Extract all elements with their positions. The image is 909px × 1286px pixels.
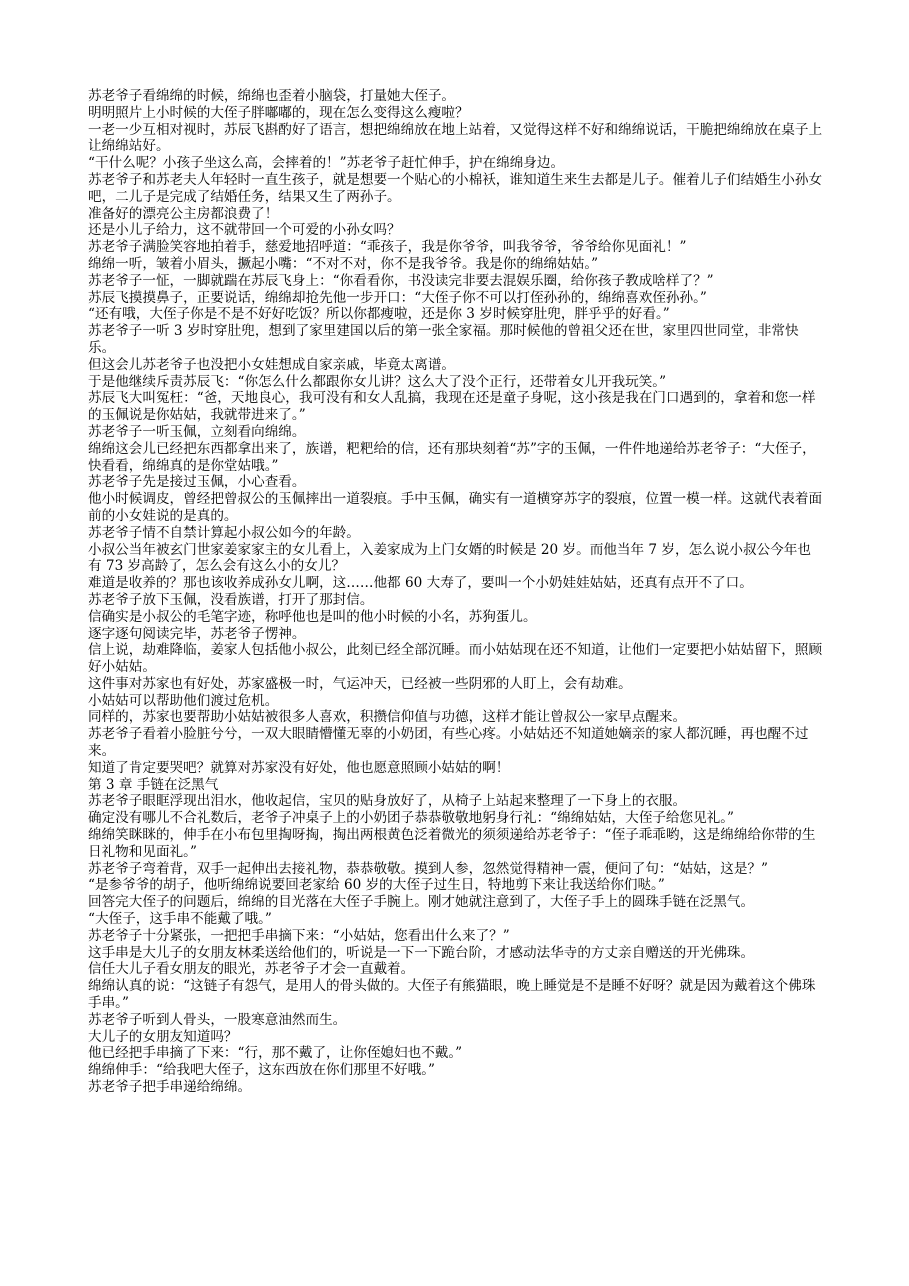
paragraph: 信上说，劫难降临，姜家人包括他小叔公，此刻已经全部沉睡。而小姑姑现在还不知道，让他们一定要把小姑姑留下，照顾好小姑姑。 [88,642,823,676]
paragraph: 信任大儿子看女朋友的眼光，苏老爷子才会一直戴着。 [88,961,415,978]
paragraph: 苏老爷子听到人骨头，一股寒意油然而生。 [88,1011,347,1028]
paragraph: 难道是收养的？那也该收养成孙女儿啊，这……他都 60 大寿了，要叫一个小奶娃娃姑姑，还真有点开不了口。 [88,575,753,592]
paragraph: 他小时候调皮，曾经把曾叔公的玉佩摔出一道裂痕。手中玉佩，确实有一道横穿苏字的裂痕，位置一模一样。这就代表着面前的小女娃说的是真的。 [88,491,823,524]
paragraph: 绵绵伸手：“给我吧大侄子，这东西放在你们那里不好哦。” [88,1062,435,1079]
paragraph: 苏老爷子一听玉佩，立刻看向绵绵。 [88,423,306,440]
paragraph: 这手串是大儿子的女朋友林柔送给他们的，听说是一下一下跪台阶，才感动法华寺的方丈亲自赠送的开光佛珠。 [88,944,755,961]
paragraph: 一老一少互相对视时，苏辰飞斟酌好了语言，想把绵绵放在地上站着，又觉得这样不好和绵绵说话，干脆把绵绵放在桌子上让绵绵站好。 [88,121,823,155]
paragraph: 苏辰飞大叫冤枉：“爸，天地良心，我可没有和女人乱搞，我现在还是童子身呢，这小孩是我在门口遇到的，拿着和您一样的玉佩说是你姑姑，我就带进来了。” [88,390,816,424]
paragraph: 小姑姑可以帮助他们渡过危机。 [88,692,279,709]
paragraph: 还是小儿子给力，这不就带回一个可爱的小孙女吗？ [88,222,401,239]
paragraph: 苏老爷子放下玉佩，没看族谱，打开了那封信。 [88,591,374,608]
paragraph: 苏老爷子一听 3 岁时穿肚兜，想到了家里建国以后的第一张全家福。那时候他的曾祖父还在世，家里四世同堂，非常快乐。 [88,323,799,356]
paragraph: 他已经把手串摘了下来：“行，那不戴了，让你侄媳妇也不戴。” [88,1045,463,1062]
paragraph: 绵绵认真的说：“这链子有怨气，是用人的骨头做的。大侄子有熊猫眼，晚上睡觉是不是睡不好呀？就是因为戴着这个佛珠手串。” [88,978,816,1012]
paragraph: 知道了肯定要哭吧？就算对苏家没有好处，他也愿意照顾小姑姑的啊！ [88,759,510,776]
paragraph: 苏老爷子眼眶浮现出泪水，他收起信，宝贝的贴身放好了，从椅子上站起来整理了一下身上的衣服。 [88,793,687,810]
paragraph: 苏老爷子看绵绵的时候，绵绵也歪着小脑袋，打量她大侄子。 [88,88,456,104]
paragraph: “干什么呢？小孩子坐这么高，会摔着的！”苏老爷子赶忙伸手，护在绵绵身边。 [88,155,565,172]
paragraph: 逐字逐句阅读完毕，苏老爷子愣神。 [88,625,306,642]
paragraph: 苏老爷子和苏老夫人年轻时一直生孩子，就是想要一个贴心的小棉袄，谁知道生来生去都是儿子。催着儿子们结婚生小孙女吧，二儿子是完成了结婚任务，结果又生了两孙子。 [88,171,823,205]
paragraph: 大儿子的女朋友知道吗？ [88,1028,238,1045]
paragraph: 小叔公当年被玄门世家姜家家主的女儿看上，入姜家成为上门女婿的时候是 20 岁。而他当年 7 岁，怎么说小叔公今年也有 73 岁高龄了，怎么会有这么小的女儿？ [88,541,811,575]
paragraph: 同样的，苏家也要帮助小姑姑被很多人喜欢，积攒信仰值与功德，这样才能让曾叔公一家早点醒来。 [88,709,687,726]
paragraph: 绵绵一听，皱着小眉头，撅起小嘴：“不对不对，你不是我爷爷。我是你的绵绵姑姑。” [88,255,599,272]
paragraph: 苏老爷子看着小脸脏兮兮，一双大眼睛懵懂无辜的小奶团，有些心疼。小姑姑还不知道她嫡亲的家人都沉睡，再也醒不过来。 [88,726,809,760]
paragraph: 绵绵笑眯眯的，伸手在小布包里掏呀掏，掏出两根黄色泛着微光的须须递给苏老爷子：“侄子乖乖哟，这是绵绵给你带的生日礼物和见面礼。” [88,827,816,860]
paragraph: 苏老爷子弯着背，双手一起伸出去接礼物，恭恭敬敬。摸到人参，忽然觉得精神一震，便问了句：“姑姑，这是？” [88,860,768,877]
document-page [88,88,824,1096]
paragraph: 苏老爷子十分紧张，一把把手串摘下来：“小姑姑，您看出什么来了？” [88,927,510,944]
paragraph: 苏老爷子先是接过玉佩，小心查看。 [88,474,306,491]
paragraph: 苏老爷子把手串递给绵绵。 [88,1079,252,1096]
paragraph: 苏老爷子情不自禁计算起小叔公如今的年龄。 [88,524,360,541]
paragraph: 第 3 章 手链在泛黑气 [88,776,219,793]
paragraph: 回答完大侄子的问题后，绵绵的目光落在大侄子手腕上。刚才她就注意到了，大侄子手上的圆珠手链在泛黑气。 [88,894,755,911]
paragraph: 确定没有哪儿不合礼数后，老爷子冲桌子上的小奶团子恭恭敬敬地躬身行礼：“绵绵姑姑，大侄子给您见礼。” [88,810,735,827]
paragraph: 明明照片上小时候的大侄子胖嘟嘟的，现在怎么变得这么瘦啦？ [88,104,469,121]
paragraph: 苏老爷子一怔，一脚就踹在苏辰飞身上：“你看看你，书没读完非要去混娱乐圈，给你孩子教成啥样了？” [88,272,714,289]
paragraph: “还有哦，大侄子你是不是不好好吃饭？所以你都瘦啦，还是你 3 岁时候穿肚兜，胖乎乎的好看。” [88,306,670,323]
paragraph: “是参爷爷的胡子，他听绵绵说要回老家给 60 岁的大侄子过生日，特地剪下来让我送给你们哒。” [88,877,665,894]
paragraph: 但这会儿苏老爷子也没把小女娃想成自家亲戚，毕竟太离谱。 [88,356,456,373]
paragraph: 苏老爷子满脸笑容地拍着手，慈爱地招呼道：“乖孩子，我是你爷爷，叫我爷爷，爷爷给你见面礼！” [88,239,687,256]
paragraph: 苏辰飞摸摸鼻子，正要说话，绵绵却抢先他一步开口：“大侄子你不可以打侄孙孙的，绵绵喜欢侄孙孙。” [88,289,707,306]
paragraph: “大侄子，这手串不能戴了哦。” [88,911,272,928]
paragraph: 准备好的漂亮公主房都浪费了！ [88,205,279,222]
paragraph: 这件事对苏家也有好处，苏家盛极一时，气运冲天，已经被一些阴邪的人盯上，会有劫难。 [88,675,632,692]
paragraph: 信确实是小叔公的毛笔字迹，称呼他也是叫的他小时候的小名，苏狗蛋儿。 [88,608,537,625]
paragraph: 于是他继续斥责苏辰飞：“你怎么什么都跟你女儿讲？这么大了没个正行，还带着女儿开我玩笑。” [88,373,667,390]
paragraph: 绵绵这会儿已经把东西都拿出来了，族谱，粑粑给的信，还有那块刻着“苏”字的玉佩，一件件地递给苏老爷子：“大侄子，快看看，绵绵真的是你堂姑哦。” [88,440,816,474]
